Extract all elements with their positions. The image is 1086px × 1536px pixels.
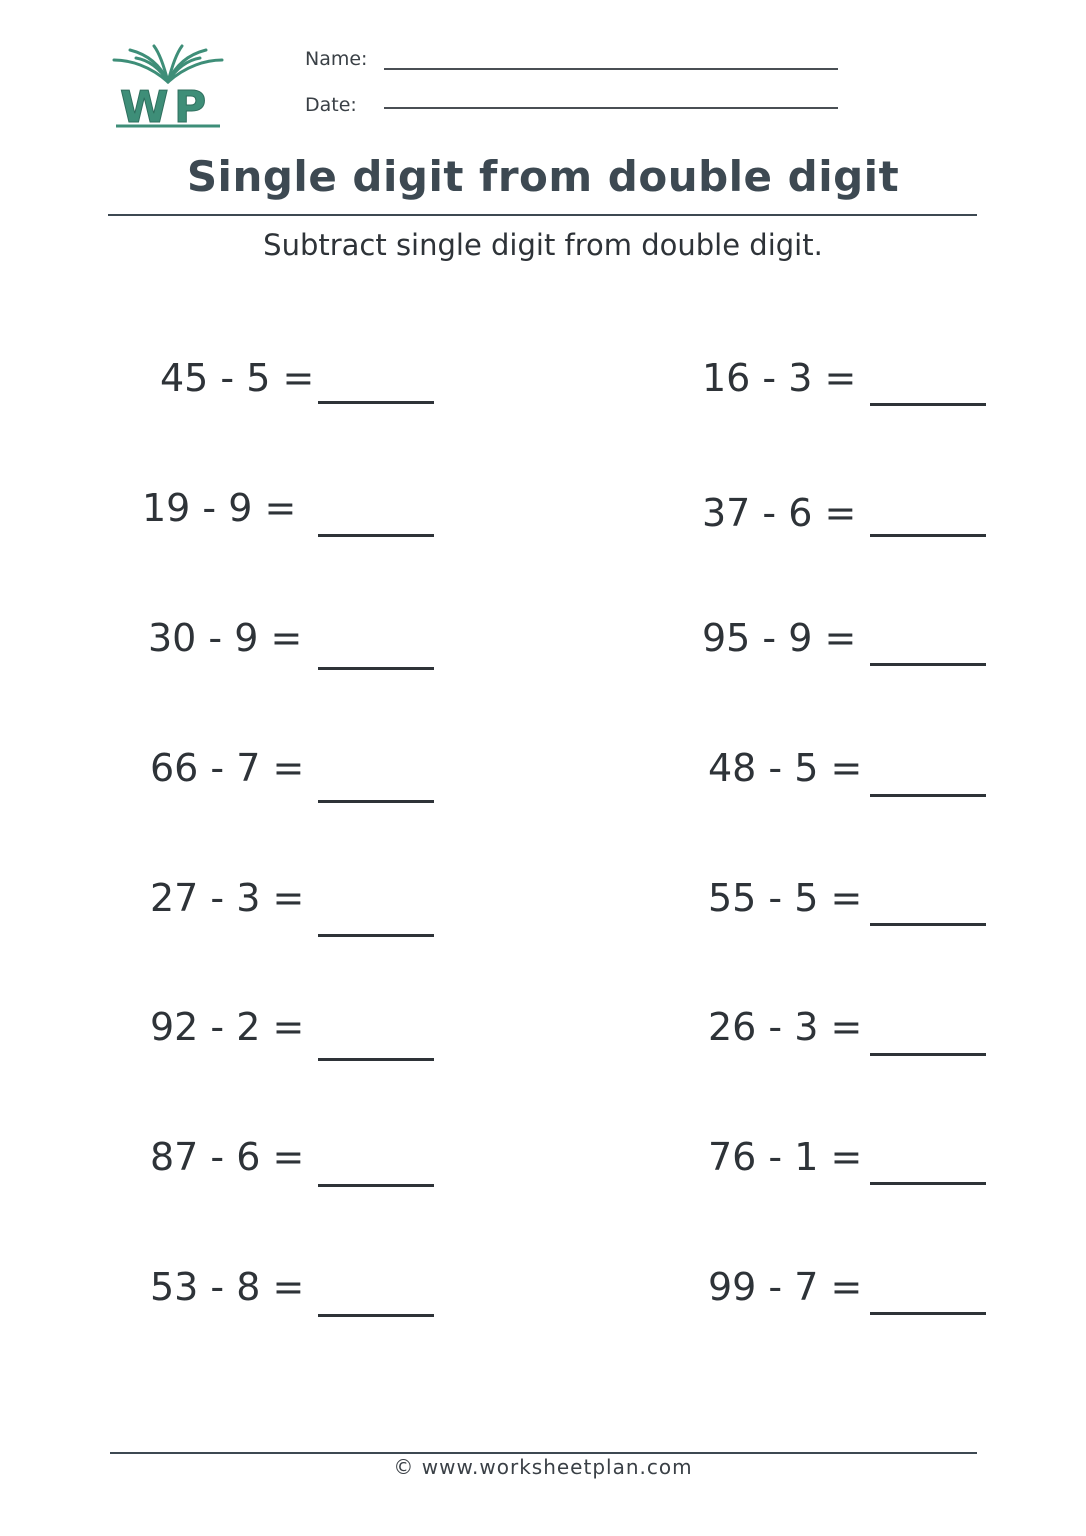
answer-line-right-3[interactable]	[870, 663, 986, 666]
problem-right-2: 37 - 6 =	[702, 491, 857, 535]
problem-left-6: 92 - 2 =	[150, 1005, 305, 1049]
footer	[0, 1455, 1086, 1479]
problem-left-2: 19 - 9 =	[142, 486, 297, 530]
name-field[interactable]	[384, 68, 838, 70]
date-field[interactable]	[384, 107, 838, 109]
problem-right-1: 16 - 3 =	[702, 356, 857, 400]
title-divider	[108, 214, 977, 216]
answer-line-right-1[interactable]	[870, 403, 986, 406]
website-link[interactable]: www.worksheetplan.com	[421, 1455, 693, 1479]
svg-text:P: P	[174, 82, 207, 132]
worksheet-title: Single digit from double digit	[186, 152, 900, 201]
answer-line-left-7[interactable]	[318, 1184, 434, 1187]
answer-line-left-1[interactable]	[318, 401, 434, 404]
answer-line-left-5[interactable]	[318, 934, 434, 937]
name-label: Name:	[305, 48, 368, 70]
answer-line-left-6[interactable]	[318, 1058, 434, 1061]
problem-right-3: 95 - 9 =	[702, 616, 857, 660]
answer-line-right-4[interactable]	[870, 794, 986, 797]
copyright-icon: ©	[393, 1455, 415, 1479]
problem-right-7: 76 - 1 =	[708, 1135, 863, 1179]
answer-line-right-7[interactable]	[870, 1182, 986, 1185]
date-label: Date:	[305, 94, 357, 116]
problem-right-6: 26 - 3 =	[708, 1005, 863, 1049]
answer-line-left-3[interactable]	[318, 667, 434, 670]
answer-line-left-8[interactable]	[318, 1314, 434, 1317]
book-leaves-icon	[114, 46, 222, 82]
problem-left-1: 45 - 5 =	[160, 356, 315, 400]
answer-line-right-2[interactable]	[870, 534, 986, 537]
problem-left-3: 30 - 9 =	[148, 616, 303, 660]
answer-line-left-2[interactable]	[318, 534, 434, 537]
answer-line-right-5[interactable]	[870, 923, 986, 926]
answer-line-right-8[interactable]	[870, 1312, 986, 1315]
problem-left-8: 53 - 8 =	[150, 1265, 305, 1309]
answer-line-right-6[interactable]	[870, 1053, 986, 1056]
svg-text:W: W	[120, 82, 169, 132]
problem-right-4: 48 - 5 =	[708, 746, 863, 790]
problem-left-7: 87 - 6 =	[150, 1135, 305, 1179]
problem-left-5: 27 - 3 =	[150, 876, 305, 920]
worksheetplan-logo	[110, 42, 226, 132]
answer-line-left-4[interactable]	[318, 800, 434, 803]
problem-right-5: 55 - 5 =	[708, 876, 863, 920]
footer-divider	[110, 1452, 977, 1454]
problem-right-8: 99 - 7 =	[708, 1265, 863, 1309]
problem-left-4: 66 - 7 =	[150, 746, 305, 790]
worksheet-instructions: Subtract single digit from double digit.	[263, 228, 823, 262]
